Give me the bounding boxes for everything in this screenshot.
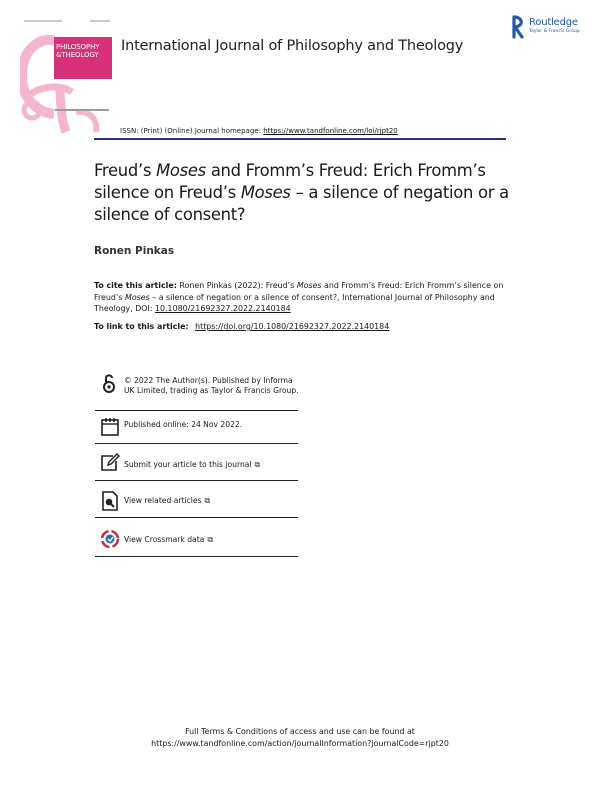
article-title-part: and Fromm’s Freud: Erich Fromm’s silence on Freud’s [94,161,486,202]
citation-block [94,280,514,315]
author-name[interactable]: Ronen Pinkas [94,245,175,257]
journal-title[interactable]: International Journal of Philosophy and Theology [121,38,464,54]
related-item[interactable] [95,481,298,518]
journal-homepage-link[interactable]: https://www.tandfonline.com/loi/rjpt20 [263,127,398,135]
open-access-icon [99,372,121,394]
crossmark-label: View Crossmark data [124,535,205,544]
search-document-icon [99,490,121,512]
article-title-part: Freud’s [94,161,157,180]
related-articles-label: View related articles [124,496,202,505]
cite-label: To cite this article: [94,281,177,290]
article-doi-url-link[interactable]: https://doi.org/10.1080/21692327.2022.2140184 [195,322,390,331]
article-info-list [95,366,298,557]
cite-text: – a silence of negation or a silence of consent?, International Journal of Philosophy and Theology, DOI: [94,292,495,313]
terms-footer [0,726,600,749]
article-title-italic: Moses [240,183,291,202]
submit-item[interactable] [95,444,298,481]
article-link-line [94,322,389,331]
external-link-icon: ⧉ [207,535,214,544]
submit-article-link[interactable] [124,460,260,470]
cite-italic: Moses [125,292,150,302]
cover-title-line-1: PHILOSOPHY [56,43,100,51]
publisher-tagline: Taylor & Francis Group [529,29,580,34]
routledge-logo-icon [511,15,527,39]
cite-italic: Moses [296,281,322,290]
published-date-text: Published online: 24 Nov 2022. [124,420,243,429]
article-title [94,160,524,226]
cover-top-text [24,20,110,23]
cover-title [56,43,112,59]
article-title-part: – a silence of negation or a silence of consent? [94,183,509,224]
publisher-logo[interactable] [511,15,587,41]
article-title-italic: Moses [156,161,206,180]
crossmark-icon [99,528,121,550]
related-articles-link[interactable] [124,496,210,506]
journal-cover-thumbnail[interactable] [20,18,114,134]
terms-text: Full Terms & Conditions of access and use can be found at [185,727,415,736]
edit-icon [99,451,121,473]
license-item [95,366,298,411]
external-link-icon: ⧉ [254,460,261,469]
cover-divider [55,109,109,111]
header-rule [94,138,506,140]
external-link-icon: ⧉ [204,496,211,505]
terms-url-link[interactable]: https://www.tandfonline.com/action/journalInformation?journalCode=rjpt20 [151,738,449,748]
submit-article-label: Submit your article to this journal [124,460,252,469]
issn-text: ISSN: (Print) (Online) Journal homepage: [120,127,261,135]
calendar-icon [99,416,121,438]
link-label: To link to this article: [94,322,189,331]
cover-title-line-2: &THEOLOGY [56,51,99,59]
published-item [95,411,298,444]
cite-text: and Fromm’s Freud: Erich Fromm’s silence on Freud’s [94,281,504,302]
cite-text: Ronen Pinkas (2022): Freud’s [176,281,297,290]
crossmark-link[interactable] [124,535,213,545]
license-text: © 2022 The Author(s). Published by Informa UK Limited, trading as Taylor & Francis Group. [124,376,299,395]
issn-line [120,127,398,135]
doi-link[interactable]: 10.1080/21692327.2022.2140184 [155,304,291,313]
crossmark-item[interactable] [95,518,298,557]
publisher-name: Routledge [529,17,578,28]
